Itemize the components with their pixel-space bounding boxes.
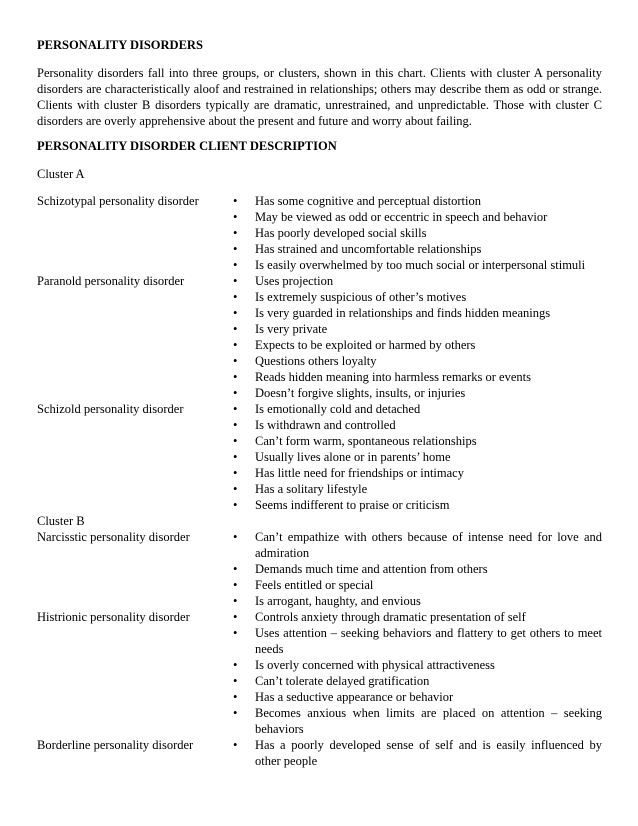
trait-item: • Is arrogant, haughty, and envious xyxy=(227,593,602,609)
trait-item: • Controls anxiety through dramatic presentation of self xyxy=(227,609,602,625)
disorder-row xyxy=(37,273,602,401)
trait-item: • Has some cognitive and perceptual distortion xyxy=(227,193,602,209)
disorder-name: Schizotypal personality disorder xyxy=(37,194,199,208)
trait-list xyxy=(227,401,602,513)
trait-item: • Doesn’t forgive slights, insults, or injuries xyxy=(227,385,602,401)
disorder-name: Paranold personality disorder xyxy=(37,274,185,288)
trait-list xyxy=(227,273,602,401)
trait-item: • Seems indifferent to praise or criticism xyxy=(227,497,602,513)
cluster-b-label: Cluster B xyxy=(37,514,85,528)
trait-list xyxy=(227,737,602,769)
trait-item: • Has a seductive appearance or behavior xyxy=(227,689,602,705)
disorder-row xyxy=(37,401,602,513)
trait-list xyxy=(227,193,602,273)
disorder-row xyxy=(37,529,602,609)
disorder-name: Narcisstic personality disorder xyxy=(37,530,190,544)
trait-item: • Uses attention – seeking behaviors and flattery to get others to meet needs xyxy=(227,625,602,657)
trait-item: • Has poorly developed social skills xyxy=(227,225,602,241)
trait-item: • Becomes anxious when limits are placed on attention – seeking behaviors xyxy=(227,705,602,737)
disorder-name: Borderline personality disorder xyxy=(37,738,194,752)
trait-item: • Feels entitled or special xyxy=(227,577,602,593)
trait-item: • Is very private xyxy=(227,321,602,337)
trait-item: • Usually lives alone or in parents’ home xyxy=(227,449,602,465)
document-title: PERSONALITY DISORDERS xyxy=(37,38,203,52)
disorder-name: Histrionic personality disorder xyxy=(37,610,190,624)
trait-item: • May be viewed as odd or eccentric in speech and behavior xyxy=(227,209,602,225)
trait-item: • Questions others loyalty xyxy=(227,353,602,369)
disorder-row xyxy=(37,737,602,769)
trait-item: • Uses projection xyxy=(227,273,602,289)
trait-item: • Can’t empathize with others because of intense need for love and admiration xyxy=(227,529,602,561)
table-heading: PERSONALITY DISORDER CLIENT DESCRIPTION xyxy=(37,139,337,153)
disorder-row xyxy=(37,609,602,737)
trait-item: • Is overly concerned with physical attractiveness xyxy=(227,657,602,673)
trait-item: • Is easily overwhelmed by too much social or interpersonal stimuli xyxy=(227,257,602,273)
disorder-name: Schizold personality disorder xyxy=(37,402,184,416)
trait-item: • Has little need for friendships or intimacy xyxy=(227,465,602,481)
trait-item: • Has a poorly developed sense of self and is easily influenced by other people xyxy=(227,737,602,769)
trait-item: • Is extremely suspicious of other’s motives xyxy=(227,289,602,305)
trait-item: • Has a solitary lifestyle xyxy=(227,481,602,497)
trait-list xyxy=(227,529,602,609)
intro-paragraph: Personality disorders fall into three groups, or clusters, shown in this chart. Clients with cluster A personality disorders are characteristically aloof and restrained in relationships; others may describe them as odd or strange. Clients with cluster B disorders typically are dramatic, unrestrained, and unpredictable. Those with cluster C disorders are overly apprehensive about the present and future and worry about failing. xyxy=(37,66,602,128)
trait-item: • Can’t tolerate delayed gratification xyxy=(227,673,602,689)
trait-item: • Expects to be exploited or harmed by others xyxy=(227,337,602,353)
trait-item: • Is very guarded in relationships and finds hidden meanings xyxy=(227,305,602,321)
trait-item: • Can’t form warm, spontaneous relationships xyxy=(227,433,602,449)
trait-item: • Is emotionally cold and detached xyxy=(227,401,602,417)
document-page xyxy=(37,38,602,769)
disorder-row xyxy=(37,193,602,273)
trait-item: • Has strained and uncomfortable relationships xyxy=(227,241,602,257)
trait-item: • Is withdrawn and controlled xyxy=(227,417,602,433)
trait-list xyxy=(227,609,602,737)
trait-item: • Demands much time and attention from others xyxy=(227,561,602,577)
trait-item: • Reads hidden meaning into harmless remarks or events xyxy=(227,369,602,385)
cluster-a-label: Cluster A xyxy=(37,167,85,181)
